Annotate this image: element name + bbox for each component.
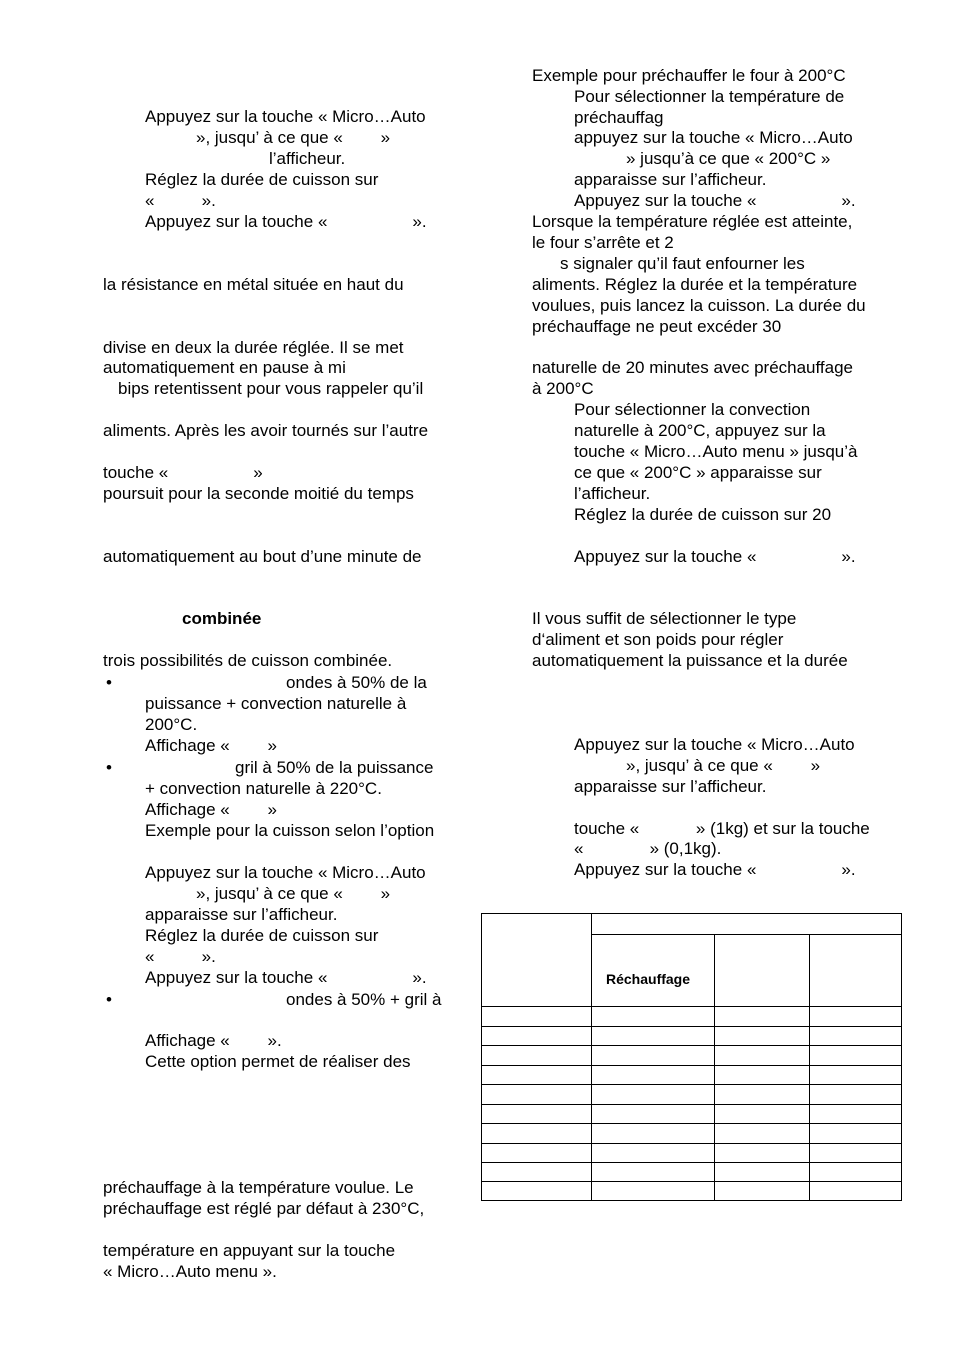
table-rule (481, 1162, 902, 1163)
text-line: » jusqu’à ce que « 200°C » (626, 149, 831, 168)
text-line: Réglez la durée de cuisson sur (145, 170, 379, 189)
text-line: Appuyez sur la touche « Micro…Auto (574, 735, 855, 754)
table-rule (481, 1123, 902, 1124)
text-line: trois possibilités de cuisson combinée. (103, 651, 393, 670)
text-line: aliments. Réglez la durée et la température (532, 275, 858, 294)
text-line: puissance + convection naturelle à (145, 694, 407, 713)
table-rule (481, 913, 902, 914)
text-line: Pour sélectionner la température de (574, 87, 845, 106)
text-line: aliments. Après les avoir tournés sur l’autre (103, 421, 429, 440)
text-line: touche « » (103, 463, 263, 482)
text-line: l’afficheur. (574, 484, 651, 503)
text-line: « ». (145, 191, 216, 210)
text-line: », jusqu’ à ce que « » (196, 884, 391, 903)
table-rule (481, 1045, 902, 1046)
text-line: ce que « 200°C » apparaisse sur (574, 463, 822, 482)
text-line: Pour sélectionner la convection (574, 400, 811, 419)
text-line: automatiquement la puissance et la durée (532, 651, 848, 670)
table-rule (481, 1065, 902, 1066)
text-line: bips retentissent pour vous rappeler qu’il (118, 379, 424, 398)
table-rule (481, 1143, 902, 1144)
text-line: Exemple pour la cuisson selon l’option (145, 821, 435, 840)
text-line: touche « Micro…Auto menu » jusqu’à (574, 442, 858, 461)
bullet: • (106, 758, 112, 777)
bullet: • (106, 673, 112, 692)
text-line: Appuyez sur la touche « ». (145, 212, 427, 231)
text-line: préchauffag (574, 108, 664, 127)
table-rule (481, 1200, 902, 1201)
text-line: apparaisse sur l’afficheur. (574, 777, 767, 796)
text-line: poursuit pour la seconde moitié du temps (103, 484, 414, 503)
text-line: Il vous suffit de sélectionner le type (532, 609, 797, 628)
table-rule (481, 1104, 902, 1105)
text-line: Exemple pour préchauffer le four à 200°C (532, 66, 846, 85)
text-line: Affichage « » (145, 736, 277, 755)
text-line: préchauffage ne peut excéder 30 (532, 317, 782, 336)
auto-menu-table (481, 913, 902, 1201)
text-line: automatiquement au bout d’une minute de (103, 547, 422, 566)
table-rule (481, 1006, 902, 1007)
text-line: la résistance en métal située en haut du (103, 275, 404, 294)
text-line: + convection naturelle à 220°C. (145, 779, 382, 798)
text-line: Lorsque la température réglée est atteinte, (532, 212, 853, 231)
table-rule (714, 934, 715, 1201)
text-line: à 200°C (532, 379, 594, 398)
bullet: • (106, 990, 112, 1009)
text-line: température en appuyant sur la touche (103, 1241, 396, 1260)
text-line: Appuyez sur la touche « ». (574, 860, 856, 879)
text-line: Cette option permet de réaliser des (145, 1052, 411, 1071)
table-rule (591, 934, 902, 935)
text-line: gril à 50% de la puissance (235, 758, 434, 777)
text-line: ondes à 50% + gril à (286, 990, 442, 1009)
text-line: appuyez sur la touche « Micro…Auto (574, 128, 853, 147)
table-rule (481, 1026, 902, 1027)
text-line: Appuyez sur la touche « Micro…Auto (145, 863, 426, 882)
text-line: préchauffage à la température voulue. Le (103, 1178, 414, 1197)
text-line: d‘aliment et son poids pour régler (532, 630, 784, 649)
table-rule (481, 1084, 902, 1085)
table-header-reheat: Réchauffage (606, 971, 691, 987)
text-line: Réglez la durée de cuisson sur 20 (574, 505, 832, 524)
text-line: « Micro…Auto menu ». (103, 1262, 277, 1281)
text-line: naturelle à 200°C, appuyez sur la (574, 421, 826, 440)
text-line: Réglez la durée de cuisson sur (145, 926, 379, 945)
text-line: « » (0,1kg). (574, 839, 722, 858)
text-line: touche « » (1kg) et sur la touche (574, 819, 870, 838)
text-line: divise en deux la durée réglée. Il se met (103, 338, 404, 357)
text-line: l’afficheur. (269, 149, 346, 168)
text-line: Appuyez sur la touche « Micro…Auto (145, 107, 426, 126)
text-line: le four s’arrête et 2 (532, 233, 674, 252)
text-line: apparaisse sur l’afficheur. (574, 170, 767, 189)
table-rule (809, 934, 810, 1201)
text-line: Appuyez sur la touche « ». (574, 547, 856, 566)
table-rule (591, 913, 592, 1201)
text-line: ondes à 50% de la (286, 673, 427, 692)
text-line: », jusqu’ à ce que « » (626, 756, 821, 775)
text-line: « ». (145, 947, 216, 966)
text-line: naturelle de 20 minutes avec préchauffage (532, 358, 854, 377)
text-line: 200°C. (145, 715, 198, 734)
text-line: Appuyez sur la touche « ». (145, 968, 427, 987)
text-line: préchauffage est réglé par défaut à 230°C, (103, 1199, 425, 1218)
text-line: Affichage « » (145, 800, 277, 819)
text-line: Appuyez sur la touche « ». (574, 191, 856, 210)
text-line: automatiquement en pause à mi (103, 358, 346, 377)
table-rule (901, 913, 902, 1201)
text-line: s signaler qu’il faut enfourner les (560, 254, 805, 273)
table-rule (481, 1181, 902, 1182)
section-heading: combinée (182, 609, 262, 628)
text-line: voulues, puis lancez la cuisson. La durée du (532, 296, 866, 315)
text-line: Affichage « ». (145, 1031, 282, 1050)
text-line: apparaisse sur l’afficheur. (145, 905, 338, 924)
table-rule (481, 913, 482, 1201)
text-line: », jusqu’ à ce que « » (196, 128, 391, 147)
